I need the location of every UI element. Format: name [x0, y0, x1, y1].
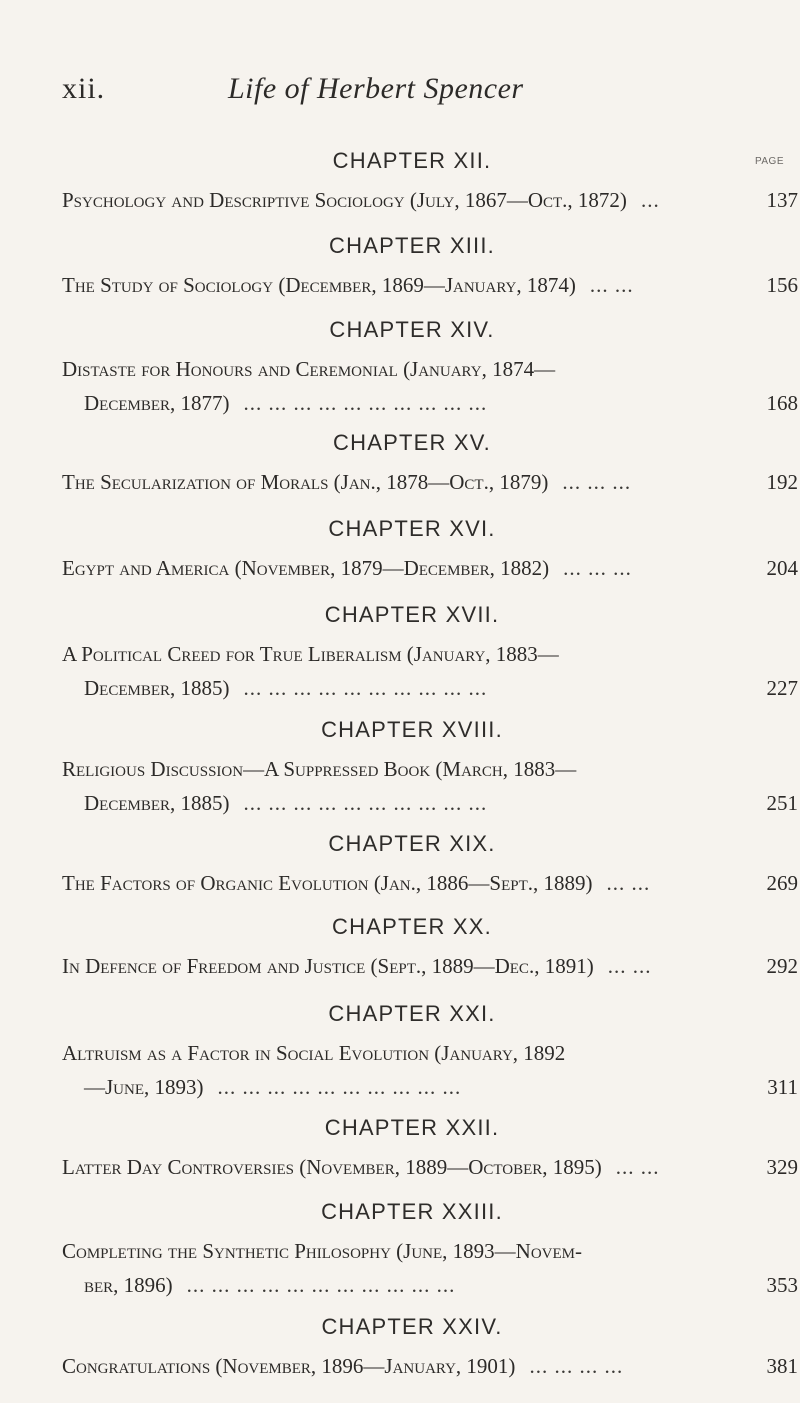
- chapter-title-line: [62, 1270, 798, 1300]
- chapter-title-line: [62, 270, 798, 300]
- chapter-title-text: Egypt and America (November, 1879—December, 1882): [62, 556, 550, 580]
- chapter-title-line: [62, 354, 762, 384]
- chapter-title-line: [62, 639, 762, 669]
- page-number: 381: [766, 1354, 798, 1378]
- chapter-title-line: [62, 553, 798, 583]
- leader-dots: ... ... ... ...: [529, 1354, 624, 1378]
- chapter-title-text: December, 1885): [84, 676, 230, 700]
- chapter-heading: CHAPTER XVII.: [324, 602, 500, 627]
- chapter-title-text: The Factors of Organic Evolution (Jan., 1886—Sept., 1889): [62, 871, 593, 895]
- page-number: 192: [766, 470, 798, 494]
- page-number: 269: [766, 871, 798, 895]
- page-number: 227: [766, 676, 798, 700]
- chapter-title-line: [62, 185, 798, 215]
- leader-dots: ... ... ... ... ... ... ... ... ... ...: [243, 791, 488, 815]
- running-head-title: Life of Herbert Spencer: [228, 72, 524, 105]
- leader-dots: ... ...: [607, 954, 652, 978]
- page-number: 311: [767, 1075, 798, 1099]
- chapter-heading: CHAPTER XXIII.: [321, 1199, 503, 1224]
- running-head-page-number: xii.: [62, 72, 106, 105]
- leader-dots: ...: [640, 188, 660, 212]
- leader-dots: ... ... ... ... ... ... ... ... ... ...: [243, 391, 488, 415]
- leader-dots: ... ...: [615, 1155, 660, 1179]
- chapter-title-text: Latter Day Controversies (November, 1889—October, 1895): [62, 1155, 602, 1179]
- chapter-title-text: December, 1885): [84, 791, 230, 815]
- chapter-heading: CHAPTER XXIV.: [321, 1314, 503, 1339]
- chapter-heading: CHAPTER XX.: [332, 914, 492, 939]
- chapter-title-line: [62, 951, 798, 981]
- chapter-heading: CHAPTER XIII.: [329, 233, 495, 258]
- page-number: 168: [766, 391, 798, 415]
- chapter-title-text: Completing the Synthetic Philosophy (June, 1893—Novem-: [62, 1239, 582, 1263]
- chapter-title-text: Distaste for Honours and Ceremonial (January, 1874—: [62, 357, 556, 381]
- chapter-title-line: [62, 467, 798, 497]
- leader-dots: ... ... ... ... ... ... ... ... ... ... ...: [186, 1273, 456, 1297]
- chapter-heading: CHAPTER XXI.: [328, 1001, 496, 1026]
- leader-dots: ... ... ... ... ... ... ... ... ... ...: [243, 676, 488, 700]
- chapter-heading: CHAPTER XIX.: [328, 831, 496, 856]
- leader-dots: ... ...: [606, 871, 651, 895]
- leader-dots: ... ... ...: [562, 470, 632, 494]
- chapter-title-text: The Secularization of Morals (Jan., 1878—Oct., 1879): [62, 470, 549, 494]
- page-number: 137: [766, 188, 798, 212]
- chapter-title-line: [62, 1072, 798, 1102]
- page-number: 292: [766, 954, 798, 978]
- chapter-heading: CHAPTER XII.: [332, 148, 492, 173]
- chapter-title-text: The Study of Sociology (December, 1869—January, 1874): [62, 273, 576, 297]
- chapter-title-text: A Political Creed for True Liberalism (January, 1883—: [62, 642, 559, 666]
- chapter-title-text: —June, 1893): [84, 1075, 204, 1099]
- chapter-heading: CHAPTER XVIII.: [321, 717, 503, 742]
- chapter-title-text: December, 1877): [84, 391, 230, 415]
- page-number: 251: [766, 791, 798, 815]
- chapter-title-line: [62, 1038, 762, 1068]
- page-number: 329: [766, 1155, 798, 1179]
- chapter-title-line: [62, 673, 798, 703]
- page-number: 204: [766, 556, 798, 580]
- chapter-title-text: In Defence of Freedom and Justice (Sept., 1889—Dec., 1891): [62, 954, 594, 978]
- chapter-title-line: [62, 1236, 762, 1266]
- chapter-heading: CHAPTER XVI.: [328, 516, 496, 541]
- chapter-title-text: Religious Discussion—A Suppressed Book (March, 1883—: [62, 757, 577, 781]
- leader-dots: ... ... ...: [563, 556, 632, 580]
- chapter-title-text: Psychology and Descriptive Sociology (July, 1867—Oct., 1872): [62, 188, 627, 212]
- chapter-title-line: [62, 388, 798, 418]
- chapter-title-text: Altruism as a Factor in Social Evolution (January, 1892: [62, 1041, 566, 1065]
- running-head: [62, 72, 762, 112]
- chapter-heading: CHAPTER XIV.: [329, 317, 495, 342]
- page-column-label: PAGE: [754, 156, 784, 167]
- chapter-title-line: [62, 754, 762, 784]
- chapter-heading: CHAPTER XV.: [333, 430, 491, 455]
- chapter-title-line: [62, 788, 798, 818]
- leader-dots: ... ...: [589, 273, 634, 297]
- chapter-title-line: [62, 1152, 798, 1182]
- leader-dots: ... ... ... ... ... ... ... ... ... ...: [217, 1075, 462, 1099]
- chapter-title-text: Congratulations (November, 1896—January, 1901): [62, 1354, 516, 1378]
- chapter-title-line: [62, 1351, 798, 1381]
- chapter-heading: CHAPTER XXII.: [324, 1115, 500, 1140]
- chapter-title-line: [62, 868, 798, 898]
- page-number: 353: [766, 1273, 798, 1297]
- page-number: 156: [766, 273, 798, 297]
- chapter-title-text: ber, 1896): [84, 1273, 173, 1297]
